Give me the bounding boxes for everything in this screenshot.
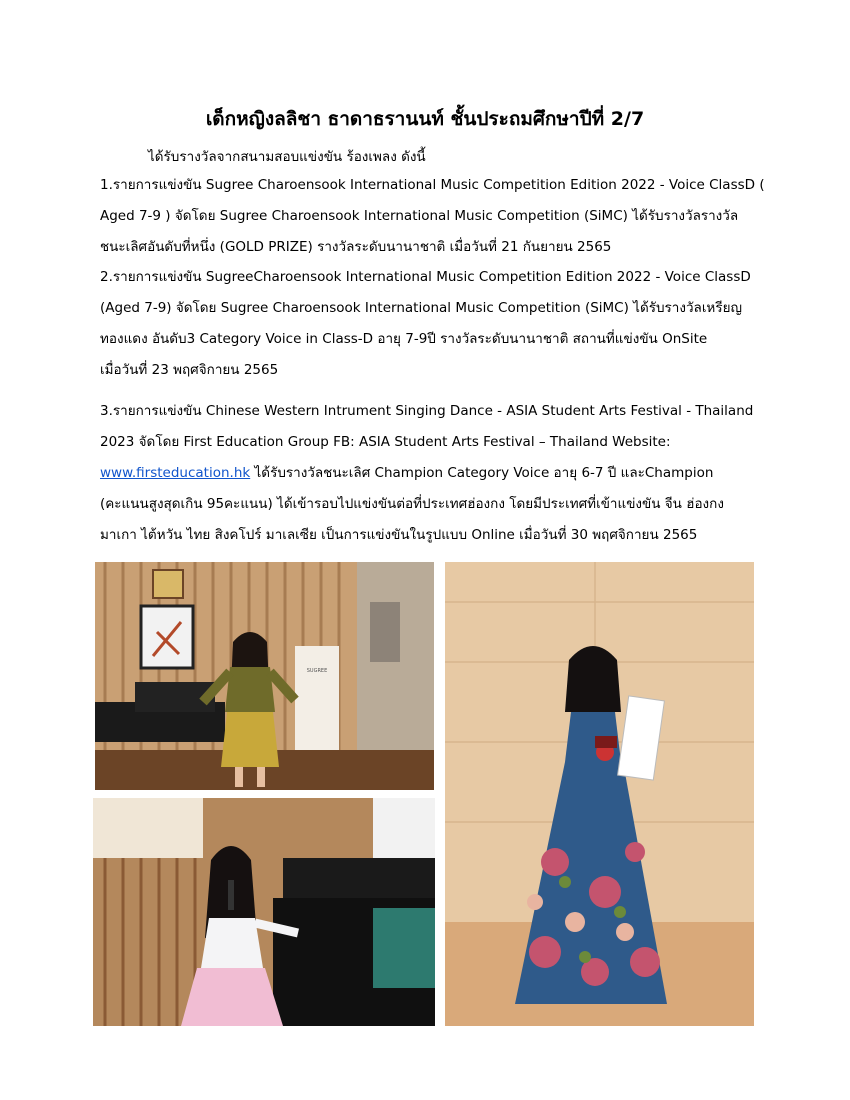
- award-2-line-3: ทองแดง อันดับ3 Category Voice in Class-D อายุ 7-9ปี รางวัลระดับนานาชาติ สถานที่แข่งขัน OnSite: [100, 331, 708, 347]
- intro-text: ได้รับรางวัลจากสนามสอบแข่งขัน ร้องเพลง ดังนี้: [148, 149, 426, 165]
- award-3-line-3-text: ได้รับรางวัลชนะเลิศ Champion Category Voice อายุ 6-7 ปี และChampion: [250, 465, 714, 481]
- award-1-line-2: Aged 7-9 ) จัดโดย Sugree Charoensook International Music Competition (SiMC) ได้รับรางวัลรางวัล: [100, 208, 739, 224]
- award-2-line-1: 2.รายการแข่งขัน SugreeCharoensook International Music Competition Edition 2022 - Voice ClassD: [100, 269, 751, 285]
- award-3-line-3: [100, 458, 760, 489]
- photo-singing-microphone: [93, 798, 435, 1026]
- award-1-line-1: 1.รายการแข่งขัน Sugree Charoensook International Music Competition Edition 2022 - Voice ClassD (: [100, 177, 765, 193]
- photo-stage-performance-image: [95, 562, 434, 790]
- website-link[interactable]: www.firsteducation.hk: [100, 465, 251, 481]
- photo-stage-performance: [95, 562, 434, 790]
- award-3-line-5: มาเกา ไต้หวัน ไทย สิงคโปร์ มาเลเซีย เป็นการแข่งขันในรูปแบบ Online เมื่อวันที่ 30 พฤศจิกายน 2565: [100, 527, 698, 543]
- award-1-line-3: ชนะเลิศอันดับที่หนึ่ง (GOLD PRIZE) รางวัลระดับนานาชาติ เมื่อวันที่ 21 กันยายน 2565: [100, 239, 612, 255]
- photo-singing-microphone-image: [93, 798, 435, 1026]
- award-item-3: [100, 396, 760, 551]
- award-item-2: [100, 262, 760, 386]
- award-item-1: [100, 170, 765, 263]
- photo-award-certificate-image: [445, 562, 754, 1026]
- award-2-line-4: เมื่อวันที่ 23 พฤศจิกายน 2565: [100, 362, 279, 378]
- award-3-line-2: 2023 จัดโดย First Education Group FB: ASIA Student Arts Festival – Thailand Website:: [100, 434, 671, 450]
- photo-award-certificate: [445, 562, 754, 1026]
- document-title: เด็กหญิงลลิชา ธาดาธรานนท์ ชั้นประถมศึกษาปีที่ 2/7: [205, 108, 645, 130]
- award-3-line-4: (คะแนนสูงสุดเกิน 95คะแนน) ได้เข้ารอบไปแข่งขันต่อที่ประเทศฮ่องกง โดยมีประเทศที่เข้าแข่งขัน จีน ฮ่องกง: [100, 496, 724, 512]
- award-3-line-1: 3.รายการแข่งขัน Chinese Western Intrument Singing Dance - ASIA Student Arts Festival - Thailand: [100, 403, 754, 419]
- award-2-line-2: (Aged 7-9) จัดโดย Sugree Charoensook International Music Competition (SiMC) ได้รับรางวัลเหรียญ: [100, 300, 742, 316]
- svg-text:SUGREE: SUGREE: [306, 668, 328, 674]
